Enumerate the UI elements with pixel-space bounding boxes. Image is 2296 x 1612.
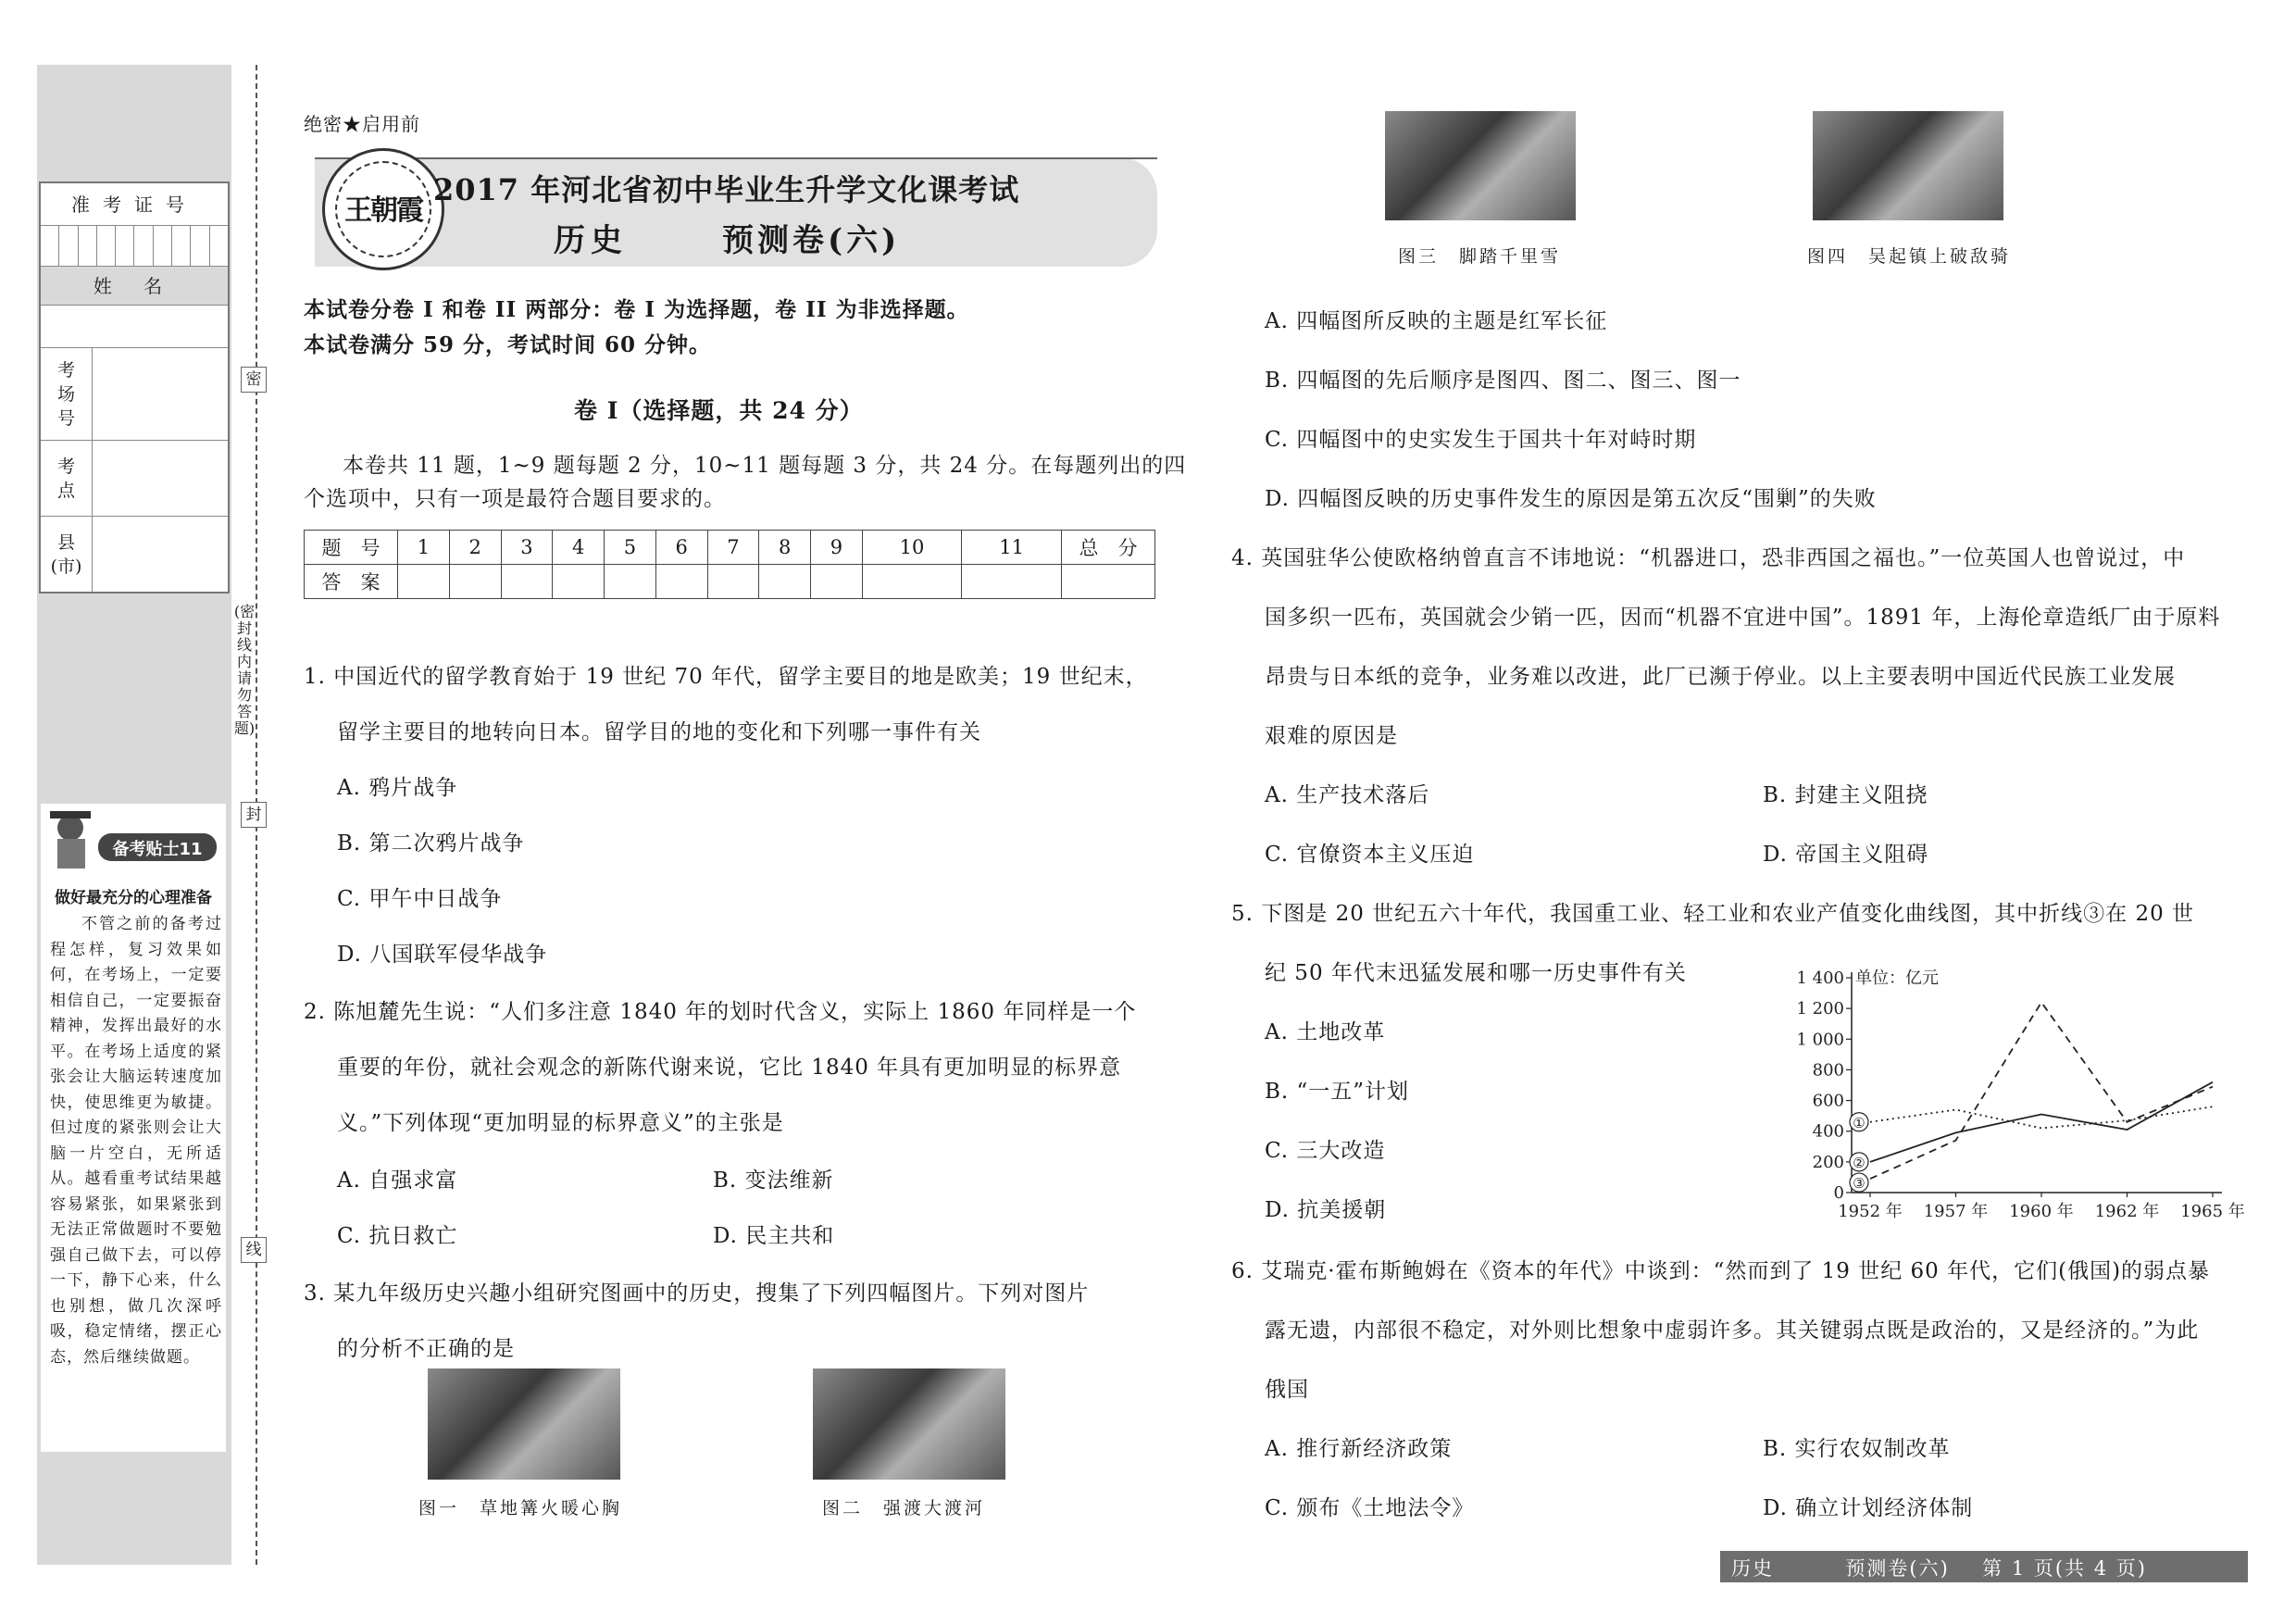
- q2-stem-3: 义。”下列体现“更加明显的标界意义”的主张是: [337, 1111, 784, 1135]
- q1-option-a: A. 鸦片战争: [337, 776, 458, 800]
- total-score-cell[interactable]: [1062, 565, 1155, 599]
- county-row[interactable]: [41, 517, 228, 592]
- chart-labels: [1796, 968, 2244, 1221]
- footer-text: [1731, 1554, 2147, 1581]
- q4-option-c: C. 官僚资本主义压迫: [1265, 843, 1475, 867]
- series-label-3: ③: [1853, 1175, 1866, 1193]
- tip-badge-label: 备考贴士11: [112, 840, 203, 859]
- q6-option-c: C. 颁布《土地法令》: [1265, 1496, 1475, 1520]
- answer-cell-7[interactable]: [707, 565, 759, 599]
- q6-stem-1: 6. 艾瑞克·霍布斯鲍姆在《资本的年代》中谈到：“然而到了 19 世纪 60 年代，它们(俄国)的弱点暴: [1231, 1259, 2211, 1283]
- q3-option-c: C. 四幅图中的史实发生于国共十年对峙时期: [1265, 428, 1697, 452]
- x-tick-label: 1960 年: [2009, 1202, 2074, 1221]
- figure-3-caption: 图三 脚踏千里雪: [1398, 246, 1562, 267]
- y-tick-label: 400: [1812, 1121, 1844, 1142]
- q4-stem-4: 艰难的原因是: [1265, 724, 1398, 748]
- q3-stem-2: 的分析不正确的是: [337, 1337, 515, 1361]
- q3-option-d: D. 四幅图反映的历史事件发生的原因是第五次反“围剿”的失败: [1265, 487, 1877, 511]
- chart-axes: [1846, 972, 2222, 1197]
- name-field[interactable]: [41, 306, 228, 348]
- q5-stem-2: 纪 50 年代末迅猛发展和哪一历史事件有关: [1265, 961, 1687, 985]
- qnum-9: 9: [811, 531, 863, 565]
- y-tick-label: 0: [1833, 1183, 1844, 1203]
- y-tick-label: 1 200: [1796, 999, 1844, 1019]
- qnum-2: 2: [449, 531, 501, 565]
- exam-id-label: 准考证号: [41, 183, 228, 226]
- answer-cell-2[interactable]: [449, 565, 501, 599]
- q5-option-c: C. 三大改造: [1265, 1139, 1386, 1163]
- x-tick-label: 1952 年: [1838, 1202, 1903, 1221]
- seal-char-mi: 密: [241, 367, 267, 393]
- y-tick-label: 800: [1812, 1060, 1844, 1081]
- answer-table-header-row: [305, 531, 1155, 565]
- q4-stem-3: 昂贵与日本纸的竞争，业务难以改进，此厂已濒于停业。以上主要表明中国近代民族工业发展: [1265, 665, 2176, 689]
- q5-stem-1: 5. 下图是 20 世纪五六十年代，我国重工业、轻工业和农业产值变化曲线图，其中折线③在 20 世: [1231, 902, 2195, 926]
- q4-stem-2: 国多织一匹布，英国就会少销一匹，因而“机器不宜进中国”。1891 年，上海伦章造纸厂由于原料: [1265, 606, 2221, 630]
- series-label-1: ①: [1853, 1114, 1866, 1131]
- answer-table: [304, 530, 1155, 599]
- q5-option-d: D. 抗美援朝: [1265, 1198, 1387, 1222]
- banner-top-line: [315, 157, 1157, 159]
- series-line-2: [1870, 1082, 2213, 1162]
- figure-2-caption: 图二 强渡大渡河: [822, 1498, 986, 1518]
- answer-cell-5[interactable]: [605, 565, 656, 599]
- q3-option-b: B. 四幅图的先后顺序是图四、图二、图三、图一: [1265, 369, 1741, 393]
- figure-3-image: [1385, 111, 1576, 220]
- y-tick-label: 1 000: [1796, 1030, 1844, 1050]
- q2-option-c: C. 抗日救亡: [337, 1224, 458, 1248]
- q2-stem-2: 重要的年份，就社会观念的新陈代谢来说，它比 1840 年具有更加明显的标界意: [337, 1056, 1122, 1080]
- total-label: 总 分: [1062, 531, 1155, 565]
- x-tick-label: 1957 年: [1923, 1202, 1989, 1221]
- tip-body: 不管之前的备考过程怎样，复习效果如何，在考场上，一定要相信自己，一定要振奋精神，发挥出最好的水平。在考场上适度的紧张会让大脑运转速度加快，使思维更为敏捷。但过度的紧张则会让大脑一片空白，无所适从。越看重考试结果越容易紧张，如果紧张到无法正常做题时不要勉强自己做下去，可以停一下，静下心来，什么也别想，做几次深呼吸，稳定情绪，摆正心态，然后继续做题。: [50, 915, 222, 1367]
- q4-option-d: D. 帝国主义阻碍: [1763, 843, 1929, 867]
- q3-stem-1: 3. 某九年级历史兴趣小组研究图画中的历史，搜集了下列四幅图片。下列对图片: [304, 1281, 1090, 1306]
- qnum-4: 4: [553, 531, 605, 565]
- qnum-3: 3: [501, 531, 553, 565]
- series-label-2: ②: [1853, 1154, 1866, 1171]
- answer-cell-9[interactable]: [811, 565, 863, 599]
- answer-table-answer-row: [305, 565, 1155, 599]
- q4-option-a: A. 生产技术落后: [1265, 783, 1430, 807]
- q1-option-d: D. 八国联军侵华战争: [337, 943, 548, 967]
- qnum-10: 10: [862, 531, 962, 565]
- output-value-line-chart: [1787, 954, 2250, 1222]
- exam-room-row[interactable]: [41, 348, 228, 441]
- paper-title: 预测卷(六): [722, 222, 901, 259]
- answer-label: 答 案: [305, 565, 398, 599]
- figure-4-caption: 图四 吴起镇上破敌骑: [1807, 246, 2012, 267]
- q1-stem-2: 留学主要目的地转向日本。留学目的地的变化和下列哪一事件有关: [337, 720, 981, 744]
- footer-subject: 历史: [1731, 1557, 1774, 1580]
- answer-cell-1[interactable]: [398, 565, 450, 599]
- exam-id-cells[interactable]: [41, 226, 228, 267]
- section-1-title: 卷 I（选择题，共 24 分）: [574, 397, 864, 424]
- question-number-label: 题 号: [305, 531, 398, 565]
- q1-option-c: C. 甲午中日战争: [337, 887, 503, 911]
- y-tick-label: 1 400: [1796, 968, 1844, 988]
- figure-4-image: [1813, 111, 2003, 220]
- footer-paper: 预测卷(六): [1845, 1557, 1950, 1580]
- y-tick-label: 600: [1812, 1091, 1844, 1111]
- q4-stem-1: 4. 英国驻华公使欧格纳曾直言不讳地说：“机器进口，恐非西国之福也。”一位英国人也曾说过，中: [1231, 546, 2186, 570]
- q6-option-d: D. 确立计划经济体制: [1763, 1496, 1974, 1520]
- q6-stem-3: 俄国: [1265, 1378, 1309, 1402]
- answer-cell-10[interactable]: [862, 565, 962, 599]
- qnum-1: 1: [398, 531, 450, 565]
- answer-cell-8[interactable]: [759, 565, 811, 599]
- figure-1-image: [428, 1368, 620, 1480]
- x-tick-label: 1965 年: [2180, 1202, 2245, 1221]
- answer-cell-6[interactable]: [655, 565, 707, 599]
- tip-badge: [46, 807, 220, 872]
- exam-site-label: 考 点: [41, 441, 93, 516]
- q2-option-a: A. 自强求富: [337, 1168, 458, 1193]
- qnum-8: 8: [759, 531, 811, 565]
- chart-lines: [1870, 1003, 2213, 1180]
- q6-option-a: A. 推行新经济政策: [1265, 1437, 1453, 1461]
- intro-line-2: 本试卷满分 59 分，考试时间 60 分钟。: [304, 332, 712, 357]
- seal-note: (密封线内请勿答题): [233, 603, 256, 737]
- answer-cell-11[interactable]: [962, 565, 1062, 599]
- answer-cell-3[interactable]: [501, 565, 553, 599]
- county-label: 县 (市): [41, 517, 93, 592]
- exam-title: 2017 年河北省初中毕业生升学文化课考试: [433, 172, 1020, 207]
- exam-site-row[interactable]: [41, 441, 228, 517]
- footer-page: 第 1 页(共 4 页): [1982, 1557, 2147, 1580]
- q6-option-b: B. 实行农奴制改革: [1763, 1437, 1951, 1461]
- exam-room-label: 考 场 号: [41, 348, 93, 440]
- tip-title: 做好最充分的心理准备: [55, 889, 212, 907]
- qnum-11: 11: [962, 531, 1062, 565]
- seal-char-feng: 封: [241, 802, 267, 828]
- q1-stem-1: 1. 中国近代的留学教育始于 19 世纪 70 年代，留学主要目的地是欧美；19 世纪末，: [304, 665, 1148, 689]
- q5-option-b: B. “一五”计划: [1265, 1080, 1410, 1104]
- q2-option-b: B. 变法维新: [713, 1168, 834, 1193]
- q4-option-b: B. 封建主义阻挠: [1763, 783, 1928, 807]
- candidate-info-box: [39, 181, 230, 594]
- section-1-desc-1: 本卷共 11 题，1~9 题每题 2 分，10~11 题每题 3 分，共 24 分。在每题列出的四: [343, 454, 1187, 478]
- q2-option-d: D. 民主共和: [713, 1224, 835, 1248]
- answer-cell-4[interactable]: [553, 565, 605, 599]
- secret-label: 绝密★启用前: [304, 113, 420, 135]
- q2-stem-1: 2. 陈旭麓先生说：“人们多注意 1840 年的划时代含义，实际上 1860 年同样是一个: [304, 1000, 1137, 1024]
- figure-2-image: [813, 1368, 1005, 1480]
- intro-line-1: 本试卷分卷 I 和卷 II 两部分：卷 I 为选择题，卷 II 为非选择题。: [304, 297, 969, 322]
- seal-char-xian: 线: [241, 1237, 267, 1263]
- logo-text: 王朝霞: [335, 161, 431, 257]
- figure-1-caption: 图一 草地篝火暖心胸: [418, 1498, 623, 1518]
- y-tick-label: 200: [1812, 1152, 1844, 1172]
- q6-stem-2: 露无遗，内部很不稳定，对外则比想象中虚弱许多。其关键弱点既是政治的，又是经济的。”为此: [1265, 1318, 2200, 1343]
- section-1-desc-2: 个选项中，只有一项是最符合题目要求的。: [304, 487, 726, 511]
- qnum-6: 6: [655, 531, 707, 565]
- q5-option-a: A. 土地改革: [1265, 1020, 1386, 1044]
- name-label: 姓 名: [41, 267, 228, 306]
- x-tick-label: 1962 年: [2094, 1202, 2160, 1221]
- series-line-3: [1870, 1003, 2213, 1180]
- chart-unit-label: 单位：亿元: [1855, 968, 1939, 988]
- q3-option-a: A. 四幅图所反映的主题是红军长征: [1265, 309, 1608, 333]
- qnum-5: 5: [605, 531, 656, 565]
- subject-title: 历史: [554, 222, 628, 259]
- qnum-7: 7: [707, 531, 759, 565]
- q1-option-b: B. 第二次鸦片战争: [337, 831, 525, 856]
